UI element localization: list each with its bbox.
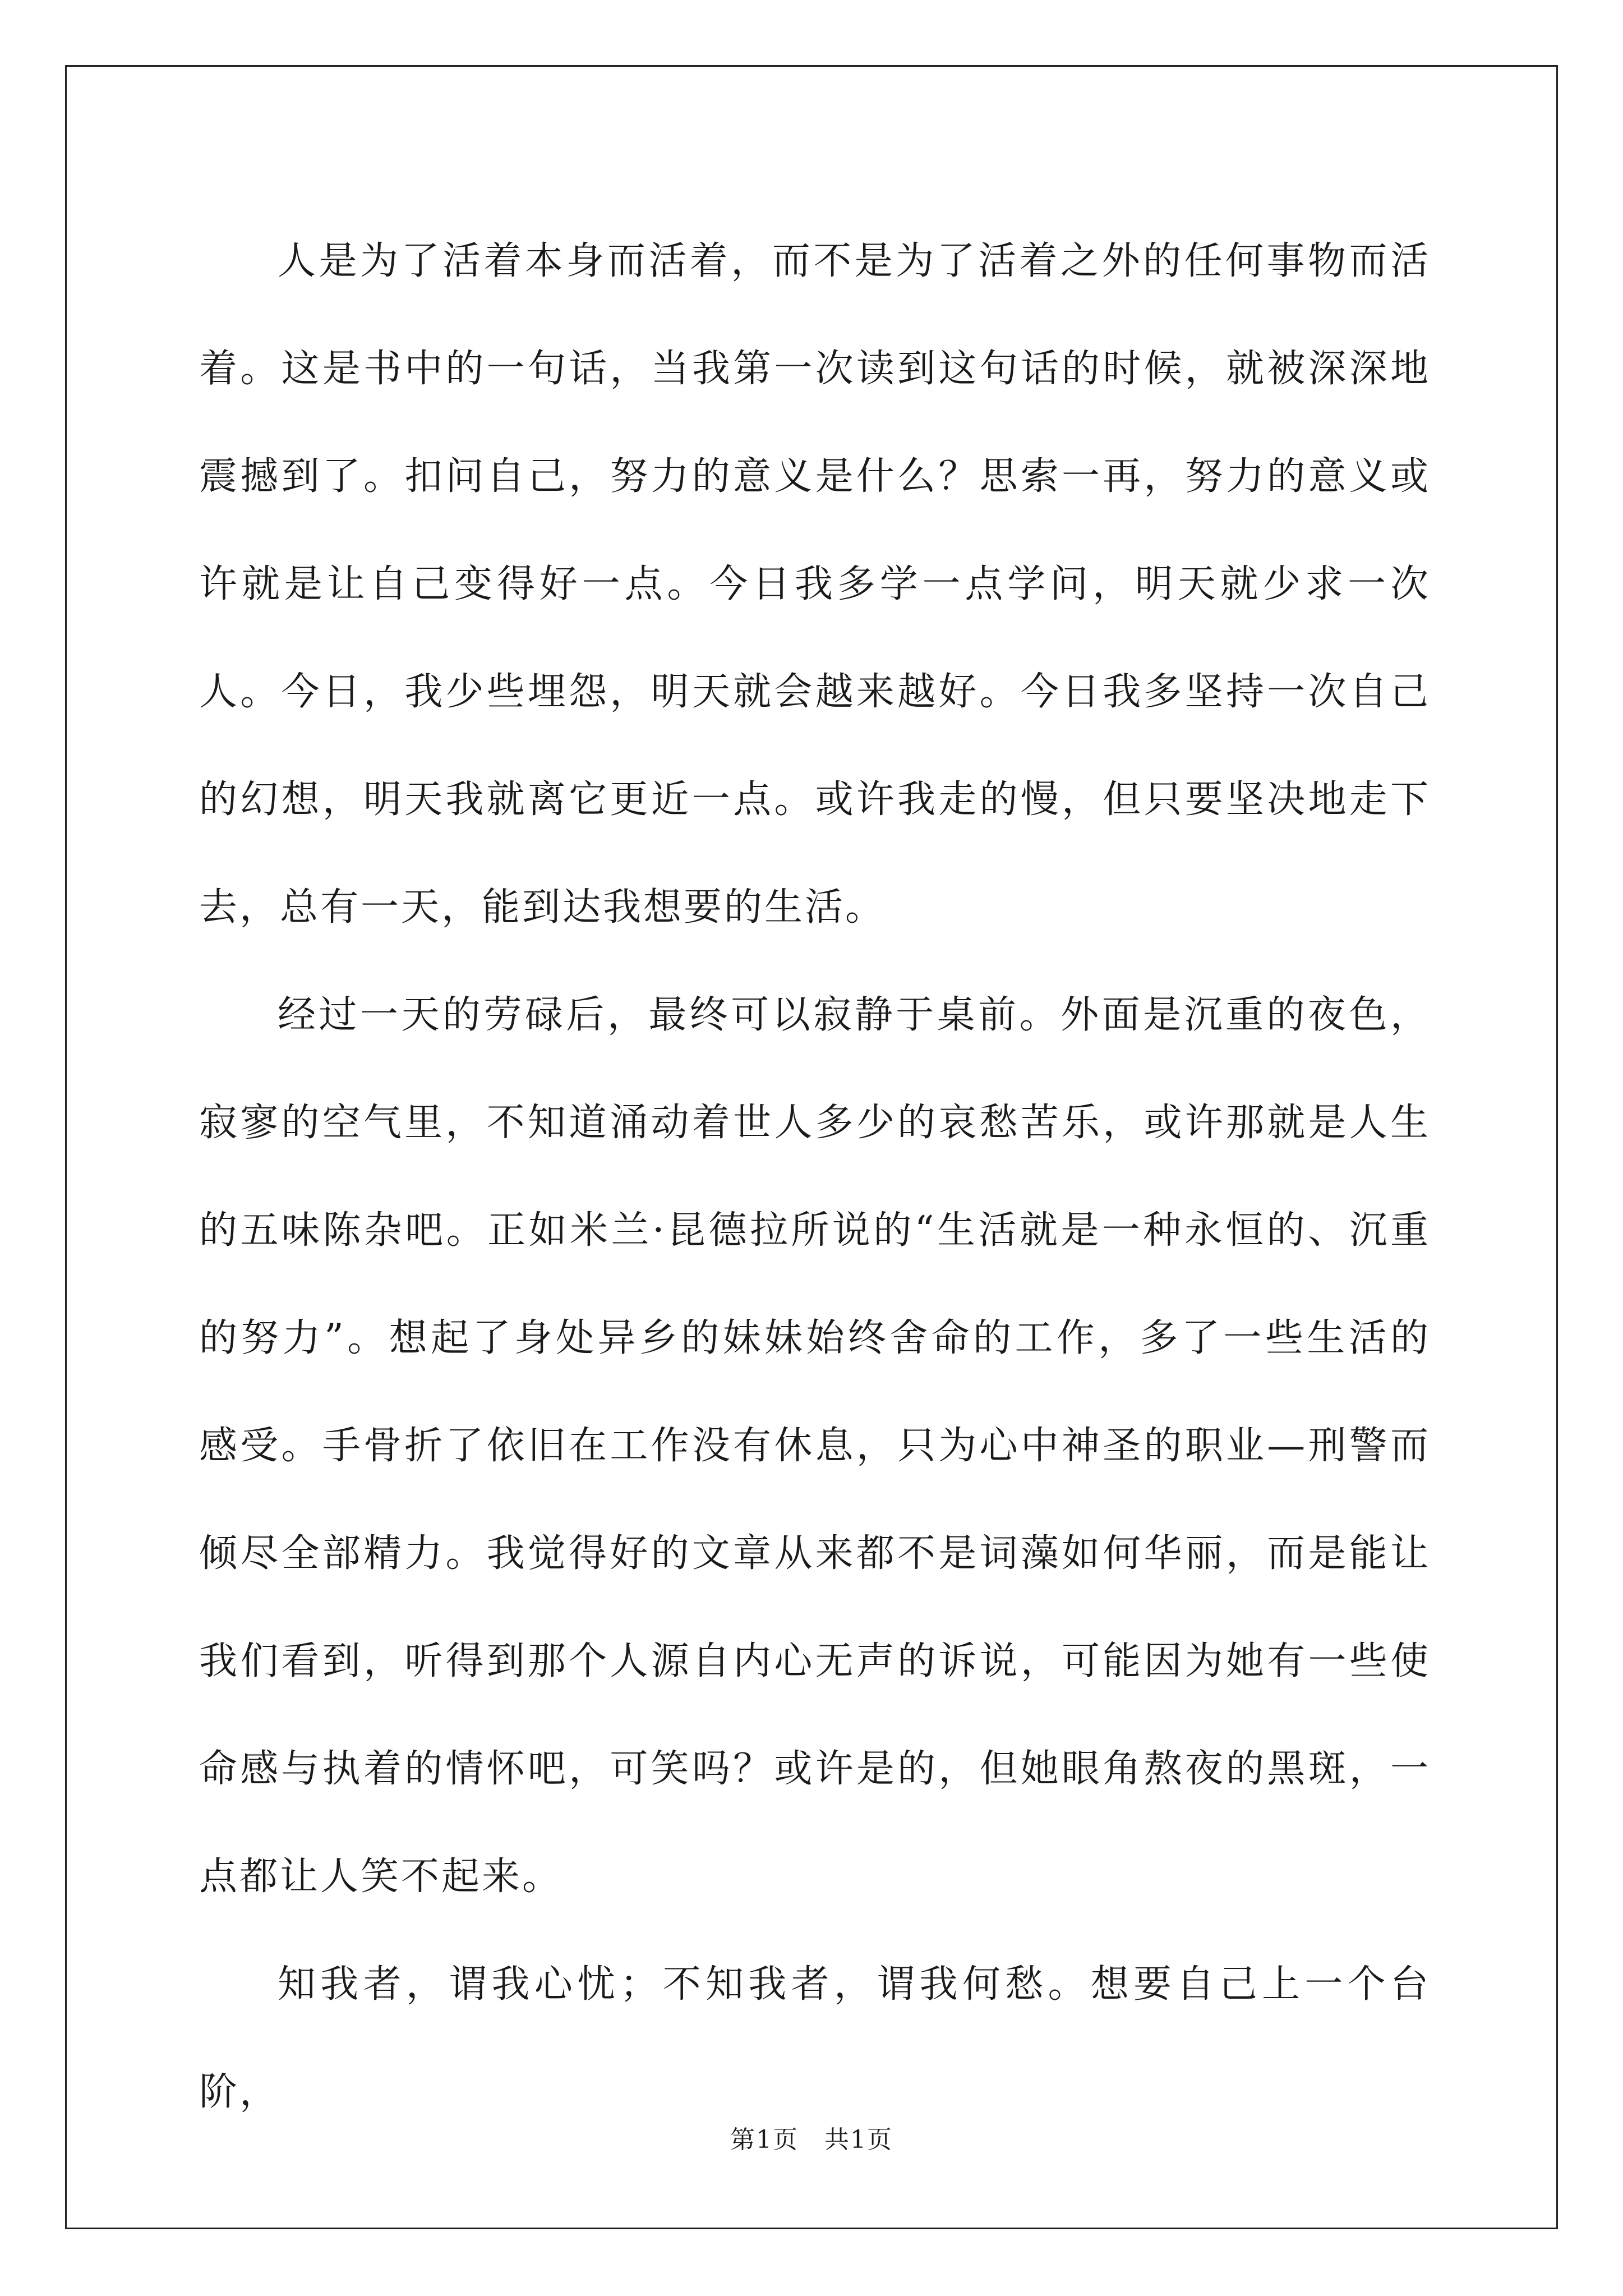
page-number-footer: 第1页 共1页 <box>730 2125 893 2154</box>
paragraph-1: 人是为了活着本身而活着，而不是为了活着之外的任何事物而活着。这是书中的一句话，当我第一次读到这句话的时候，就被深深地震撼到了。扣问自己，努力的意义是什么？思索一再，努力的意义或许就是让自己变得好一点。今日我多学一点学问，明天就少求一次人。今日，我少些埋怨，明天就会越来越好。今日我多坚持一次自己的幻想，明天我就离它更近一点。或许我走的慢，但只要坚决地走下去，总有一天，能到达我想要的生活。 <box>199 239 1431 930</box>
paragraph-3: 知我者，谓我心忧；不知我者，谓我何愁。想要自己上一个台阶， <box>199 1962 1431 2114</box>
document-body <box>199 208 1431 2146</box>
paragraph-2: 经过一天的劳碌后，最终可以寂静于桌前。外面是沉重的夜色，寂寥的空气里，不知道涌动着世人多少的哀愁苦乐，或许那就是人生的五味陈杂吧。正如米兰·昆德拉所说的“生活就是一种永恒的、沉重的努力”。想起了身处异乡的妹妹始终舍命的工作，多了一些生活的感受。手骨折了依旧在工作没有休息，只为心中神圣的职业—刑警而倾尽全部精力。我觉得好的文章从来都不是词藻如何华丽，而是能让我们看到，听得到那个人源自内心无声的诉说，可能因为她有一些使命感与执着的情怀吧，可笑吗？或许是的，但她眼角熬夜的黑斑，一点都让人笑不起来。 <box>199 993 1431 1899</box>
